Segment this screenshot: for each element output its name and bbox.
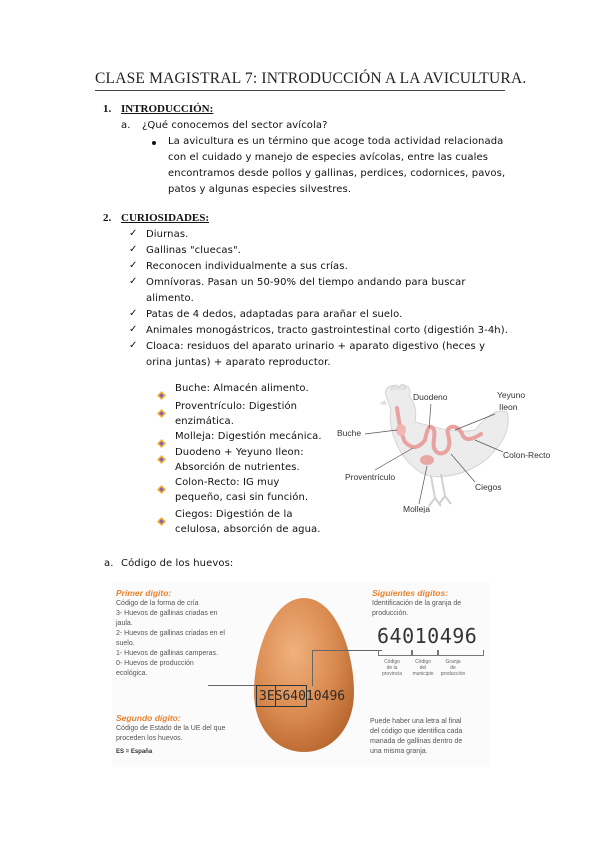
code-sub-label: Código bbox=[384, 659, 400, 665]
code-sub-label: de bbox=[450, 665, 456, 671]
final-note-line: una misma granja. bbox=[370, 748, 428, 755]
organ-description: Molleja: Digestión mecánica. bbox=[175, 431, 322, 442]
bullet-line: con el cuidado y manejo de especies avícolas, entre las cuales bbox=[168, 152, 489, 163]
primer-line: 1- Huevos de gallinas camperas. bbox=[116, 650, 218, 657]
code-sub-label: municipio bbox=[412, 671, 434, 677]
organ-bullet-icon bbox=[157, 403, 166, 412]
label-molleja: Molleja bbox=[403, 504, 430, 513]
primer-line: 3- Huevos de gallinas criadas en bbox=[116, 610, 218, 617]
organ-description: enzimática. bbox=[175, 416, 234, 427]
code-sub-label: provincia bbox=[381, 671, 402, 677]
organ-description: Absorción de nutrientes. bbox=[175, 462, 300, 473]
label-proventriculo: Proventrículo bbox=[345, 472, 396, 482]
primer-line: 0- Huevos de producción bbox=[116, 660, 194, 667]
primer-line: ecológica. bbox=[116, 670, 148, 677]
check-icon: ✓ bbox=[129, 276, 138, 287]
organ-description: Duodeno + Yeyuno Ileon: bbox=[175, 447, 304, 458]
label-buche: Buche bbox=[337, 428, 362, 438]
section-1-number: 1. bbox=[103, 103, 112, 115]
organ-description: celulosa, absorción de agua. bbox=[175, 524, 321, 535]
province-bracket bbox=[378, 650, 412, 656]
primer-line: jaula. bbox=[116, 620, 133, 627]
check-icon: ✓ bbox=[129, 244, 138, 255]
final-note-line: manada de gallinas dentro de bbox=[370, 738, 463, 745]
es-note: ES = España bbox=[116, 749, 153, 755]
gizzard-shape bbox=[420, 455, 434, 465]
title-underline bbox=[95, 90, 505, 91]
primer-line: suelo. bbox=[116, 640, 135, 647]
curiosity-item: Gallinas "cluecas". bbox=[146, 245, 241, 256]
segundo-line: Código de Estado de la UE del que bbox=[116, 725, 226, 732]
label-yeyuno: Yeyuno bbox=[497, 390, 526, 400]
code-sub-label: de la bbox=[386, 665, 398, 671]
curiosity-item: Cloaca: residuos del aparato urinario + aparato digestivo (heces y bbox=[146, 341, 486, 352]
eggs-marker: a. bbox=[104, 558, 114, 569]
check-icon: ✓ bbox=[129, 228, 138, 239]
code-sub-label: producción bbox=[440, 671, 466, 677]
segundo-digito-heading: Segundo dígito: bbox=[116, 713, 181, 723]
municipio-bracket bbox=[412, 650, 438, 656]
eggs-heading: Código de los huevos: bbox=[121, 558, 234, 569]
organ-bullet-icon bbox=[157, 385, 166, 394]
organ-bullet-icon bbox=[157, 511, 166, 520]
primer-line: Código de la forma de cría bbox=[116, 600, 199, 607]
check-icon: ✓ bbox=[129, 308, 138, 319]
chicken-leg-left bbox=[429, 476, 441, 506]
chicken-leg-right bbox=[439, 474, 451, 504]
organ-description: Colon-Recto: IG muy bbox=[175, 477, 280, 488]
granja-bracket bbox=[438, 650, 484, 656]
sub-item-marker: a. bbox=[121, 120, 131, 131]
organ-bullet-icon bbox=[157, 449, 166, 458]
label-ciegos: Ciegos bbox=[475, 482, 502, 492]
check-icon: ✓ bbox=[129, 260, 138, 271]
egg-printed-code: 3ES64010496 bbox=[259, 689, 346, 704]
curiosity-item: Diurnas. bbox=[146, 229, 189, 240]
siguientes-digitos-heading: Siguientes dígitos: bbox=[372, 588, 449, 598]
question-text: ¿Qué conocemos del sector avícola? bbox=[142, 120, 328, 131]
chicken-digestive-diagram bbox=[335, 378, 565, 513]
page-title: CLASE MAGISTRAL 7: INTRODUCCIÓN A LA AVICULTURA. bbox=[95, 70, 527, 87]
label-ileon: Ileon bbox=[499, 402, 518, 412]
bullet-line: encontramos desde pollos y gallinas, perdices, codornices, pavos, bbox=[168, 168, 506, 179]
bullet-line: La avicultura es un término que acoge toda actividad relacionada bbox=[168, 136, 504, 147]
section-2-title: CURIOSIDADES: bbox=[121, 212, 210, 224]
bullet-icon bbox=[152, 141, 156, 145]
final-note-line: Puede haber una letra al final bbox=[370, 718, 462, 725]
organ-bullet-icon bbox=[157, 433, 166, 442]
connector-line bbox=[312, 650, 382, 651]
primer-digito-heading: Primer dígito: bbox=[116, 588, 172, 598]
curiosity-item: Reconocen individualmente a sus crías. bbox=[146, 261, 348, 272]
code-sub-label: Código bbox=[415, 659, 431, 665]
curiosity-item: alimento. bbox=[146, 293, 194, 304]
organ-description: Buche: Almacén alimento. bbox=[175, 383, 309, 394]
check-icon: ✓ bbox=[129, 340, 138, 351]
farm-code-large: 64010496 bbox=[377, 624, 478, 648]
connector-line bbox=[312, 650, 313, 686]
section-2-heading bbox=[103, 212, 209, 224]
egg-code-infographic bbox=[112, 582, 490, 767]
section-1-heading bbox=[103, 103, 213, 115]
curiosity-item: Patas de 4 dedos, adaptadas para arañar el suelo. bbox=[146, 309, 403, 320]
connector-line bbox=[208, 685, 256, 686]
code-sub-label: Granja bbox=[445, 659, 461, 665]
organ-description: Proventrículo: Digestión bbox=[175, 401, 298, 412]
code-sub-label: del bbox=[419, 665, 427, 671]
siguientes-line: Identificación de la granja de bbox=[372, 600, 462, 607]
organ-description: pequeño, casi sin función. bbox=[175, 492, 309, 503]
organ-description: Ciegos: Digestión de la bbox=[175, 509, 293, 520]
crop-shape bbox=[396, 424, 406, 436]
primer-line: 2- Huevos de gallinas criadas en el bbox=[116, 630, 225, 637]
check-icon: ✓ bbox=[129, 324, 138, 335]
chicken-beak-shape bbox=[379, 400, 387, 405]
first-digit-box bbox=[256, 685, 276, 707]
label-colon-recto: Colon-Recto bbox=[503, 450, 551, 460]
bullet-line: patos y algunas especies silvestres. bbox=[168, 184, 352, 195]
curiosity-item: Omnívoras. Pasan un 50-90% del tiempo andando para buscar bbox=[146, 277, 466, 288]
label-duodeno: Duodeno bbox=[413, 392, 448, 402]
curiosity-item: orina juntas) + aparato reproductor. bbox=[146, 357, 331, 368]
egg-image bbox=[250, 594, 358, 756]
pointer-line bbox=[429, 404, 431, 428]
curiosity-item: Animales monogástricos, tracto gastrointestinal corto (digestión 3-4h). bbox=[146, 325, 509, 336]
section-2-number: 2. bbox=[103, 212, 112, 224]
siguientes-line: producción. bbox=[372, 610, 409, 617]
final-note-line: del código que identifica cada bbox=[370, 728, 463, 735]
segundo-line: proceden los huevos. bbox=[116, 735, 183, 742]
country-code-box bbox=[275, 685, 307, 707]
organ-bullet-icon bbox=[157, 479, 166, 488]
section-1-title: INTRODUCCIÓN: bbox=[121, 103, 214, 115]
